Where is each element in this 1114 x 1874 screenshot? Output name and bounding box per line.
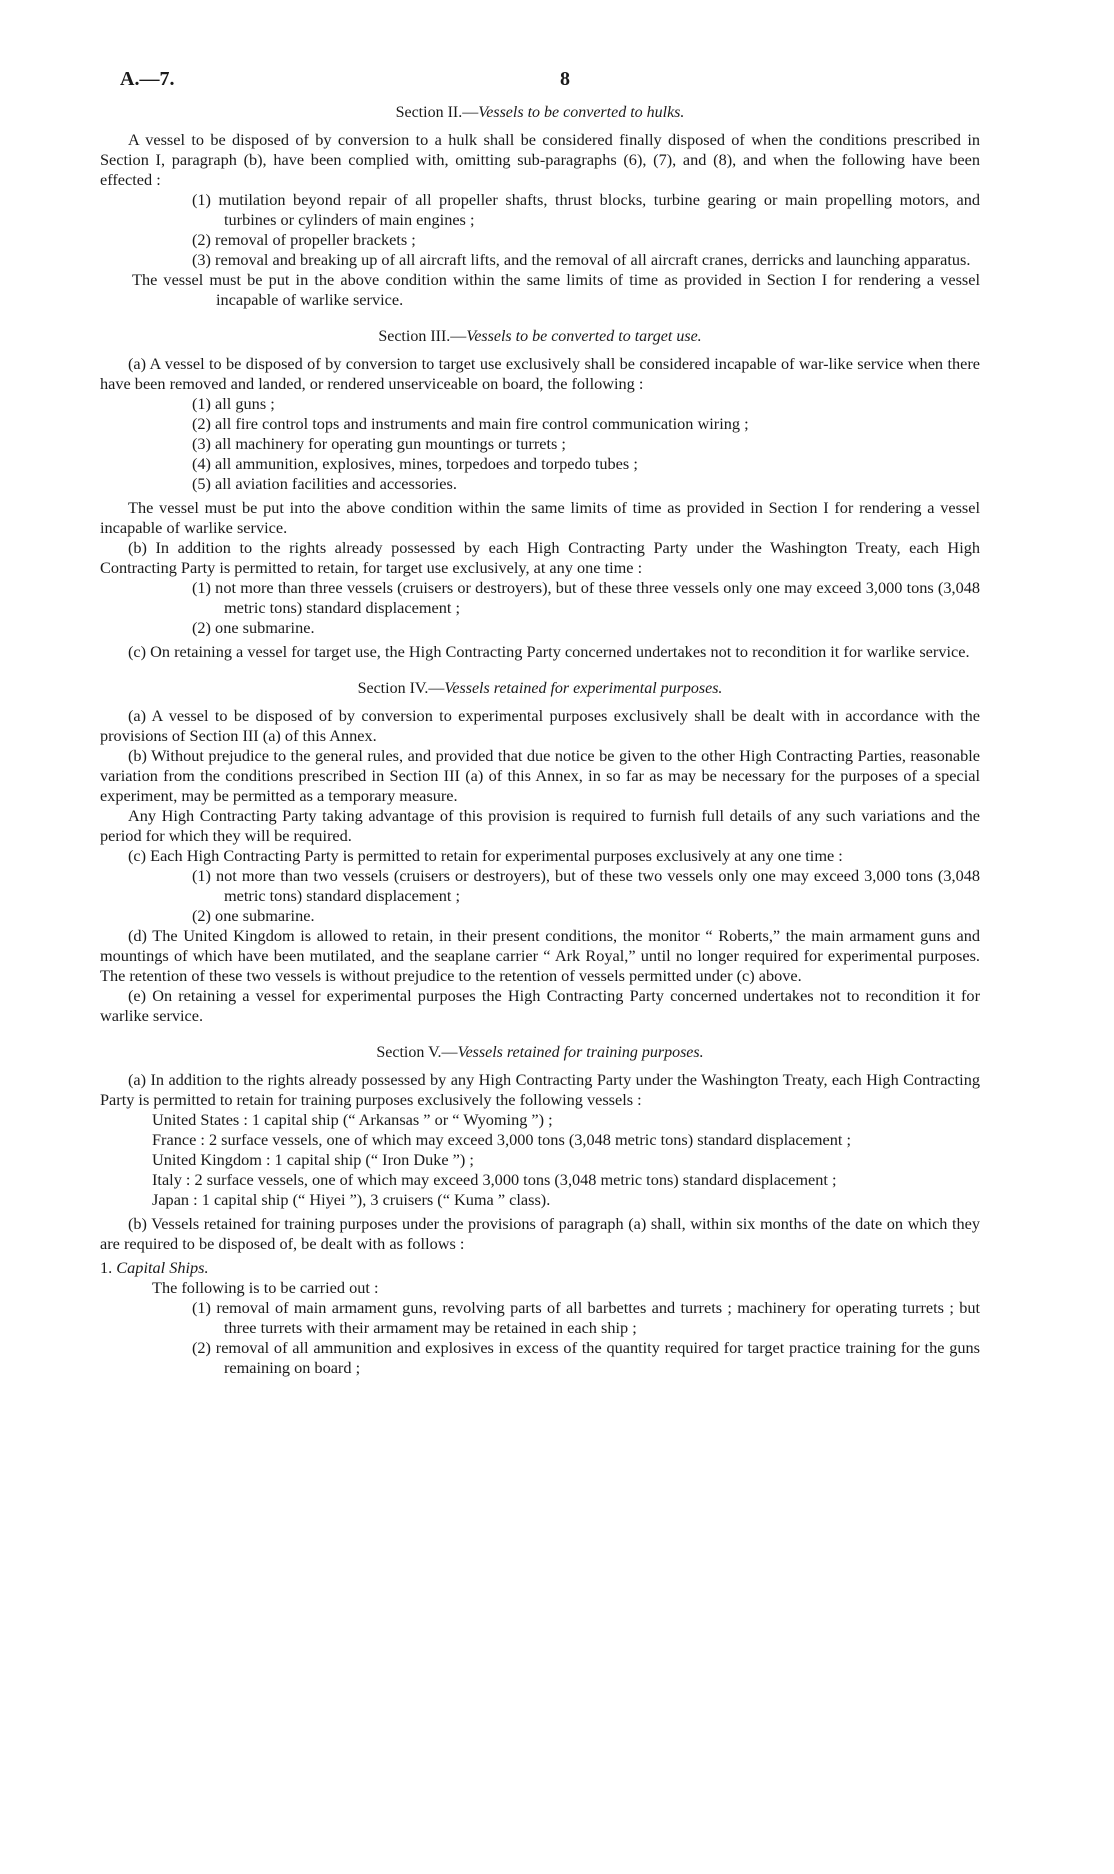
running-head [100, 60, 980, 100]
section-2-item: (3) removal and breaking up of all aircraft lifts, and the removal of all aircraft cranes, derricks and launching apparatus. [192, 250, 971, 269]
document-reference: A.—7. [120, 68, 175, 90]
section-5-item: (2) removal of all ammunition and explosives in excess of the quantity required for target practice training for the guns remaining on board ; [192, 1338, 980, 1377]
section-5-vessel: United States : 1 capital ship (“ Arkansas ” or “ Wyoming ”) ; [152, 1110, 553, 1129]
section-3-para-c: (c) On retaining a vessel for target use, the High Contracting Party concerned undertakes not to recondition it for warlike service. [128, 642, 970, 661]
section-5-subheading: 1. Capital Ships. [100, 1258, 209, 1277]
section-3-para-after: The vessel must be put into the above condition within the same limits of time as provided in Section I for rendering a vessel incapable of warlike service. [100, 498, 980, 537]
document-page [100, 60, 980, 1378]
section-2-item: (1) mutilation beyond repair of all propeller shafts, thrust blocks, turbine gearing or main propelling motors, and turbines or cylinders of main engines ; [192, 190, 980, 229]
section-4-heading: Section IV.—Vessels retained for experimental purposes. [357, 680, 723, 697]
section-4-para-any: Any High Contracting Party taking advantage of this provision is required to furnish full details of any such variations and the period for which they will be required. [100, 806, 980, 845]
section-5-vessel: United Kingdom : 1 capital ship (“ Iron Duke ”) ; [152, 1150, 474, 1169]
section-3-para-a: (a) A vessel to be disposed of by conversion to target use exclusively shall be considered incapable of war-like service when there have been removed and landed, or rendered unserviceable on board, the following : [100, 354, 980, 393]
section-2-intro: A vessel to be disposed of by conversion to a hulk shall be considered finally disposed of when the conditions prescribed in Section I, paragraph (b), have been complied with, omitting sub-paragraphs (6), (7), and (8), and when the following have been effected : [100, 130, 980, 189]
section-3-item: (3) all machinery for operating gun mountings or turrets ; [192, 434, 566, 453]
section-3-item-b: (2) one submarine. [192, 618, 315, 637]
section-2-closing: The vessel must be put in the above condition within the same limits of time as provided in Section I for rendering a vessel incapable of warlike service. [132, 270, 980, 309]
section-3-item: (2) all fire control tops and instruments and main fire control communication wiring ; [192, 414, 749, 433]
section-3-para-b: (b) In addition to the rights already possessed by each High Contracting Party under the Washington Treaty, each High Contracting Party is permitted to retain, for target use exclusively, at any one time : [100, 538, 980, 577]
section-4-para-e: (e) On retaining a vessel for experimental purposes the High Contracting Party concerned undertakes not to recondition it for warlike service. [100, 986, 980, 1025]
section-5-vessel: France : 2 surface vessels, one of which may exceed 3,000 tons (3,048 metric tons) standard displacement ; [152, 1130, 851, 1149]
section-2-item: (2) removal of propeller brackets ; [192, 230, 416, 249]
section-5-vessel: Japan : 1 capital ship (“ Hiyei ”), 3 cruisers (“ Kuma ” class). [152, 1190, 551, 1209]
section-4-para-a: (a) A vessel to be disposed of by conversion to experimental purposes exclusively shall be dealt with in accordance with the provisions of Section III (a) of this Annex. [100, 706, 980, 745]
section-5-item: (1) removal of main armament guns, revolving parts of all barbettes and turrets ; machinery for operating turrets ; but three turrets with their armament may be retained in each ship ; [192, 1298, 980, 1337]
section-5-heading: Section V.—Vessels retained for training purposes. [376, 1044, 704, 1061]
section-4-para-b: (b) Without prejudice to the general rules, and provided that due notice be given to the other High Contracting Parties, reasonable variation from the conditions prescribed in Section III (a) of this Annex, in so far as may be necessary for the purposes of a special experiment, may be permitted as a temporary measure. [100, 746, 980, 805]
section-5-para-a: (a) In addition to the rights already possessed by any High Contracting Party under the Washington Treaty, each High Contracting Party is permitted to retain for training purposes exclusively the following vessels : [100, 1070, 980, 1109]
section-2-heading: Section II.—Vessels to be converted to hulks. [395, 104, 685, 121]
section-4-para-d: (d) The United Kingdom is allowed to retain, in their present conditions, the monitor “ Roberts,” the main armament guns and mountings of which have been mutilated, and the seaplane carrier “ Ark Royal,” until no longer required for experimental purposes. The retention of these two vessels is without prejudice to the retention of vessels permitted under (c) above. [100, 926, 980, 985]
section-3-heading: Section III.—Vessels to be converted to target use. [378, 328, 702, 345]
section-4-item: (2) one submarine. [192, 906, 315, 925]
section-3-item: (5) all aviation facilities and accessories. [192, 474, 457, 493]
page-number: 8 [560, 68, 570, 90]
section-3-item: (1) all guns ; [192, 394, 275, 413]
section-3-item: (4) all ammunition, explosives, mines, torpedoes and torpedo tubes ; [192, 454, 638, 473]
section-5-vessel: Italy : 2 surface vessels, one of which may exceed 3,000 tons (3,048 metric tons) standard displacement ; [152, 1170, 837, 1189]
section-4-para-c: (c) Each High Contracting Party is permitted to retain for experimental purposes exclusively at any one time : [128, 846, 843, 865]
section-5-para-b: (b) Vessels retained for training purposes under the provisions of paragraph (a) shall, within six months of the date on which they are required to be disposed of, be dealt with as follows : [100, 1214, 980, 1253]
section-3-item-b: (1) not more than three vessels (cruisers or destroyers), but of these three vessels only one may exceed 3,000 tons (3,048 metric tons) standard displacement ; [192, 578, 980, 617]
section-5-following: The following is to be carried out : [152, 1278, 379, 1297]
section-4-item: (1) not more than two vessels (cruisers or destroyers), but of these two vessels only one may exceed 3,000 tons (3,048 metric tons) standard displacement ; [192, 866, 980, 905]
